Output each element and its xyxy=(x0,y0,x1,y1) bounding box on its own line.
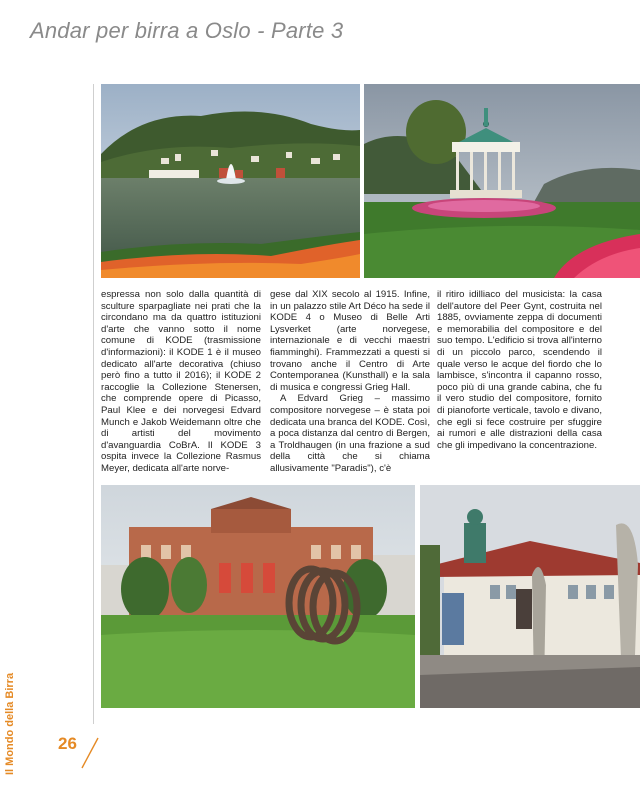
column-divider xyxy=(93,84,94,724)
article-title: Andar per birra a Oslo - Parte 3 xyxy=(30,18,344,43)
page-number-slash-icon xyxy=(80,736,100,770)
page-number: 26 xyxy=(58,734,77,753)
paragraph: gese dal XIX secolo al 1915. Infine, in un palazzo stile Art Déco ha sede il KODE 4 o Museo di Belle Arti Lysverket (arte norvegese, internazionale e di vecchi maestri fiamminghi). Frammezzati a questi si trovano anche il Centro di Arte Contemporanea (Kunsthall) e la sala di musica e congressi Grieg Hall. xyxy=(270,289,430,393)
photo-lake-fountain xyxy=(101,84,360,278)
article-column-2 xyxy=(270,289,430,475)
paragraph: A Edvard Grieg – massimo compositore norvegese – è stata poi dedicata una branca del KODE. Così, a poca distanza dal centro di Bergen, a Troldhaugen (in una frazione a sud della città che si chiama allusivamente "Paradis"), c'è xyxy=(270,393,430,474)
article-column-1 xyxy=(101,289,261,475)
photo-building-sculpture xyxy=(420,485,640,708)
paragraph: il ritiro idilliaco del musicista: la casa dell'autore del Peer Gynt, costruita nel 1885, ovviamente zeppa di documenti e memorabilia del compositore e del suo tempo. L'edificio si trova all'interno di un piccolo parco, scendendo il quale verso le acque del fiordo che lo lambisce, s'incontra il capanno rosso, poco più di una grande cabina, che fu il vero studio del compositore, fornito di pianoforte verticale, tavolo e divano, che egli si fece costruire per sfuggire ai rumori e alle distrazioni della casa che gli impedivano la concentrazione. xyxy=(437,289,602,451)
photo-museum-sculpture xyxy=(101,485,415,708)
paragraph: espressa non solo dalla quantità di sculture sparpagliate nei prati che la circondano ma da quattro istituzioni d'arte che vanno sotto il nome comune di KODE (trasmissione d'informazioni): il KODE 1 è il museo dedicato all'arte decorativa (chiuso però fino a tutto il 2016); il KODE 2 raccoglie la Collezione Stenersen, che comprende opere di Picasso, Paul Klee e dei norvegesi Edvard Munch e Jakob Weidemann oltre che di artisti del movimento d'avanguardia CoBrA. Il KODE 3 ospita invece la Collezione Rasmus Meyer, dedicata all'arte norve- xyxy=(101,289,261,474)
article-column-3 xyxy=(437,289,602,451)
photo-bandstand-park xyxy=(364,84,640,278)
magazine-name: Il Mondo della Birra xyxy=(4,672,16,775)
